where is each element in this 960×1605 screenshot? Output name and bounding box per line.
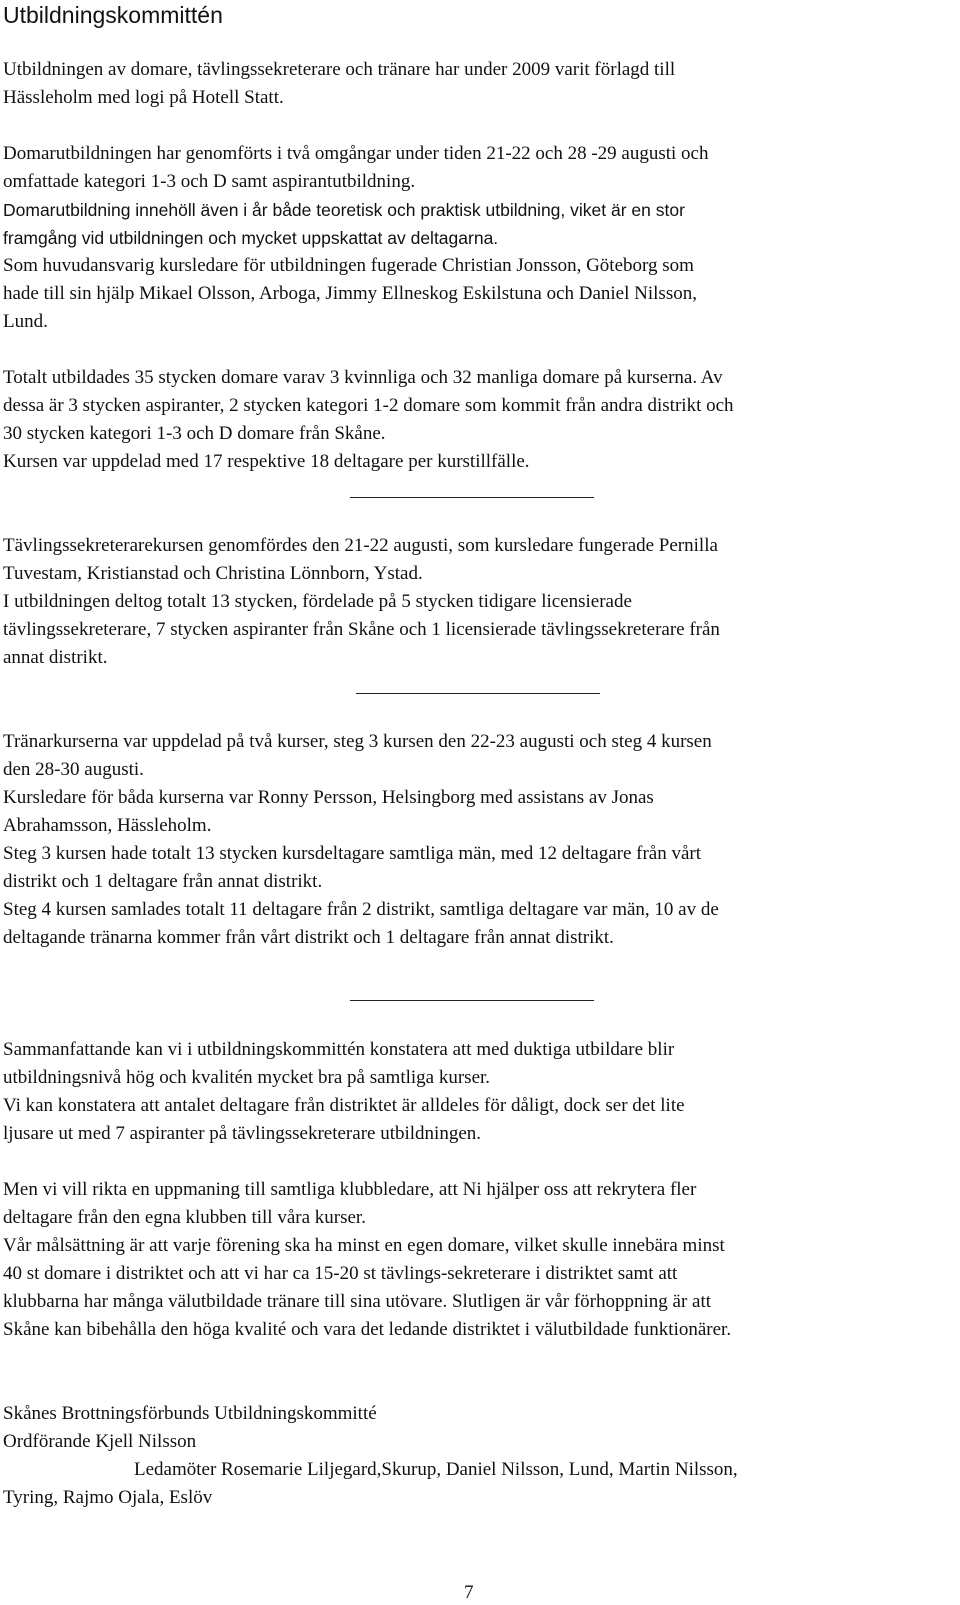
text-line: Lund. (3, 311, 48, 332)
text-line: Hässleholm med logi på Hotell Statt. (3, 87, 284, 108)
text-line: utbildningsnivå hög och kvalitén mycket bra på samtliga kurser. (3, 1067, 491, 1088)
text-line: Tränarkurserna var uppdelad på två kurser, steg 3 kursen den 22-23 augusti och steg 4 kursen (3, 731, 712, 752)
text-line: annat distrikt. (3, 647, 108, 668)
text-line: framgång vid utbildningen och mycket uppskattat av deltagarna. (3, 228, 499, 248)
text-line: den 28-30 augusti. (3, 759, 144, 780)
text-line: Tuvestam, Kristianstad och Christina Lönnborn, Ystad. (3, 563, 423, 584)
text-line: Men vi vill rikta en uppmaning till samtliga klubbledare, att Ni hjälper oss att rekrytera fler (3, 1179, 697, 1200)
text-line: I utbildningen deltog totalt 13 stycken, fördelade på 5 stycken tidigare licensierade (3, 591, 632, 612)
text-line: ljusare ut med 7 aspiranter på tävlingssekreterare utbildningen. (3, 1123, 482, 1144)
text-line: Domarutbildningen har genomförts i två omgångar under tiden 21-22 och 28 -29 augusti och (3, 143, 709, 164)
text-line: Abrahamsson, Hässleholm. (3, 815, 212, 836)
text-line: Tävlingssekreterarekursen genomfördes den 21-22 augusti, som kursledare fungerade Pernilla (3, 535, 718, 556)
text-line: Vår målsättning är att varje förening ska ha minst en egen domare, vilket skulle innebära minst (3, 1235, 725, 1256)
text-line: 40 st domare i distriktet och att vi har ca 15-20 st tävlings-sekreterare i distriktet samt att (3, 1263, 678, 1284)
text-line: deltagande tränarna kommer från vårt distrikt och 1 deltagare från annat distrikt. (3, 927, 614, 948)
text-line: Steg 3 kursen hade totalt 13 stycken kursdeltagare samtliga män, med 12 deltagare från vårt (3, 843, 702, 864)
page-number: 7 (464, 1582, 474, 1603)
text-line: omfattade kategori 1-3 och D samt aspirantutbildning. (3, 171, 416, 192)
text-line: Skåne kan bibehålla den höga kvalité och vara det ledande distriktet i välutbildade funktionärer. (3, 1319, 732, 1340)
text-line: Sammanfattande kan vi i utbildningskommittén konstatera att med duktiga utbildare blir (3, 1039, 675, 1060)
text-line: Kursledare för båda kurserna var Ronny Persson, Helsingborg med assistans av Jonas (3, 787, 654, 808)
text-line: Totalt utbildades 35 stycken domare varav 3 kvinnliga och 32 manliga domare på kurserna. Av (3, 367, 723, 388)
signature-members: Ledamöter Rosemarie Liljegard,Skurup, Daniel Nilsson, Lund, Martin Nilsson, (134, 1459, 738, 1480)
text-line: Domarutbildning innehöll även i år både teoretisk och praktisk utbildning, viket är en stor (3, 200, 685, 220)
text-line: klubbarna har många välutbildade tränare till sina utövare. Slutligen är vår förhoppning är att (3, 1291, 712, 1312)
section-divider (350, 497, 594, 498)
text-line: distrikt och 1 deltagare från annat distrikt. (3, 871, 323, 892)
text-line: 30 stycken kategori 1-3 och D domare från Skåne. (3, 423, 386, 444)
text-line: hade till sin hjälp Mikael Olsson, Arboga, Jimmy Ellneskog Eskilstuna och Daniel Nilsson, (3, 283, 697, 304)
section-divider (356, 693, 600, 694)
section-divider (350, 1000, 594, 1001)
text-line: tävlingssekreterare, 7 stycken aspiranter från Skåne och 1 licensierade tävlingssekreterare från (3, 619, 720, 640)
text-line: Vi kan konstatera att antalet deltagare från distriktet är alldeles för dåligt, dock ser det lite (3, 1095, 685, 1116)
text-line: Steg 4 kursen samlades totalt 11 deltagare från 2 distrikt, samtliga deltagare var män, 10 av de (3, 899, 719, 920)
text-line: Kursen var uppdelad med 17 respektive 18 deltagare per kurstillfälle. (3, 451, 530, 472)
signature-committee: Skånes Brottningsförbunds Utbildningskommitté (3, 1403, 377, 1424)
document-title: Utbildningskommittén (3, 2, 223, 28)
text-line: dessa är 3 stycken aspiranter, 2 stycken kategori 1-2 domare som kommit från andra distrikt och (3, 395, 734, 416)
text-line: Utbildningen av domare, tävlingssekreterare och tränare har under 2009 varit förlagd till (3, 59, 676, 80)
text-line: deltagare från den egna klubben till våra kurser. (3, 1207, 366, 1228)
signature-chair: Ordförande Kjell Nilsson (3, 1431, 197, 1452)
signature-members-cont: Tyring, Rajmo Ojala, Eslöv (3, 1487, 213, 1508)
text-line: Som huvudansvarig kursledare för utbildningen fugerade Christian Jonsson, Göteborg som (3, 255, 694, 276)
